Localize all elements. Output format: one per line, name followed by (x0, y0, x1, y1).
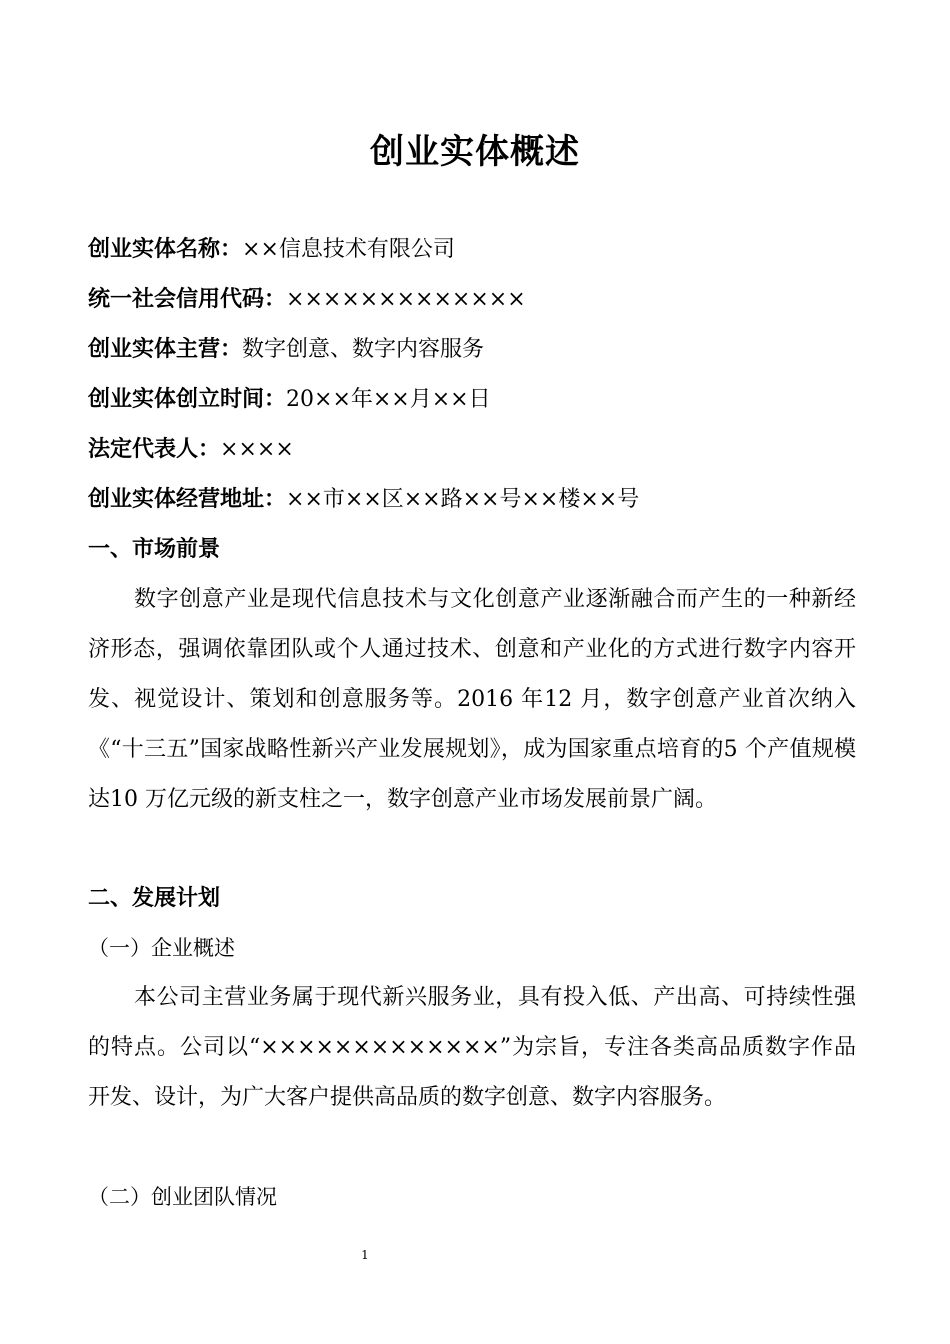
field-business-address (88, 485, 639, 515)
field-value: ××市××区××路××号××楼××号 (286, 487, 640, 512)
paragraph-company-overview: 本公司主营业务属于现代新兴服务业，具有投入低、产出高、可持续性强的特点。公司以“×××××××××××××”为宗旨，专注各类高品质数字作品开发、设计，为广大客户提供高品质的数字创意、数字内容服务。 (88, 985, 856, 1110)
page-number: 1 (361, 1248, 369, 1262)
paragraph-market-outlook: 数字创意产业是现代信息技术与文化创意产业逐渐融合而产生的一种新经济形态，强调依靠团队或个人通过技术、创意和产业化的方式进行数字内容开发、视觉设计、策划和创意服务等。2016 年12 月，数字创意产业首次纳入《“十三五”国家战略性新兴产业发展规划》，成为国家重点培育的5 个产值规模达10 万亿元级的新支柱之一，数字创意产业市场发展前景广阔。 (88, 587, 856, 812)
section-heading-market-outlook: 一、市场前景 (88, 537, 221, 562)
field-label: 法定代表人： (88, 437, 221, 462)
field-value: 数字创意、数字内容服务 (242, 337, 485, 362)
field-entity-name (88, 235, 455, 265)
field-label: 创业实体主营： (88, 337, 243, 362)
field-label: 创业实体名称： (88, 237, 243, 262)
field-credit-code (88, 285, 526, 315)
field-value: ××××××××××××× (286, 287, 526, 312)
field-main-business (88, 335, 484, 365)
field-value: ×××× (220, 437, 294, 462)
field-value: 20××年××月××日 (286, 387, 491, 412)
subheading-company-overview: （一）企业概述 (88, 936, 235, 960)
field-legal-representative (88, 435, 294, 465)
subheading-team: （二）创业团队情况 (88, 1185, 277, 1209)
field-value: ××信息技术有限公司 (242, 237, 455, 262)
section-heading-development-plan: 二、发展计划 (88, 886, 221, 911)
field-founding-date (88, 385, 491, 415)
document-title: 创业实体概述 (370, 132, 580, 172)
field-label: 创业实体创立时间： (88, 387, 287, 412)
field-label: 创业实体经营地址： (88, 487, 287, 512)
field-label: 统一社会信用代码： (88, 287, 287, 312)
